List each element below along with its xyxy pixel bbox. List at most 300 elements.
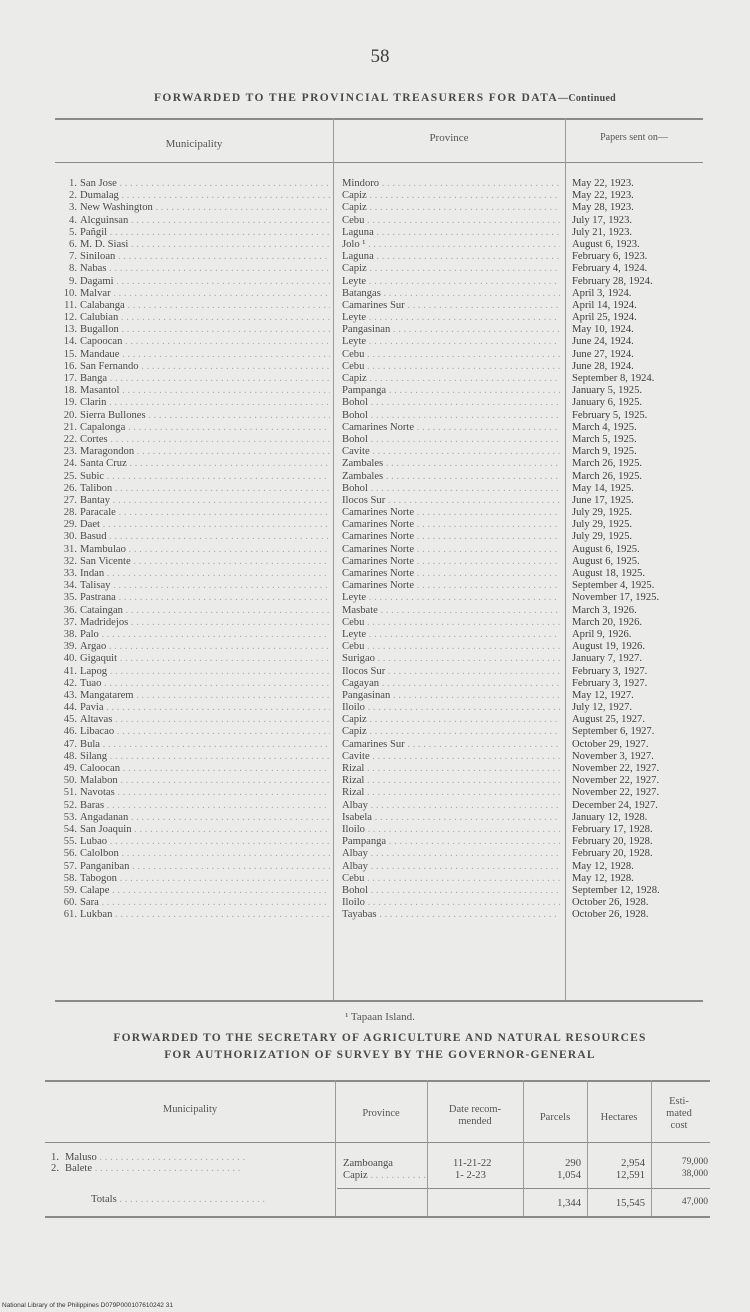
date-cell: May 12, 1928. bbox=[572, 860, 634, 872]
date-cell: September 6, 1927. bbox=[572, 726, 655, 738]
row-number: 52. bbox=[63, 799, 77, 811]
municipality-cell: Tuao . . . bbox=[80, 678, 330, 690]
date-cell: September 4, 1925. bbox=[572, 580, 655, 592]
survey-authorization-table bbox=[45, 1080, 710, 1220]
municipality-cell: Sierra Bullones . . . bbox=[80, 410, 330, 422]
municipality-cell: Masantol . . . bbox=[80, 385, 330, 397]
municipality-cell: San Joaquin . . . bbox=[80, 824, 330, 836]
province-cell: Camarines Norte . . . bbox=[342, 422, 560, 434]
row-number: 12. bbox=[63, 312, 77, 324]
province-cell: Pampanga . . . bbox=[342, 385, 560, 397]
municipality-cell: Maluso . . . bbox=[65, 1152, 327, 1164]
municipality-cell: New Washington . . . bbox=[80, 202, 330, 214]
municipality-cell: Subic . . . bbox=[80, 471, 330, 483]
municipality-cell: Daet . . . bbox=[80, 519, 330, 531]
table-row bbox=[55, 739, 703, 751]
row-number: 60. bbox=[63, 897, 77, 909]
municipality-cell: Mambulao . . . bbox=[80, 544, 330, 556]
date-cell: July 17, 1923. bbox=[572, 214, 633, 226]
row-number: 51. bbox=[63, 787, 77, 799]
hectares-cell: 2,954 bbox=[621, 1158, 645, 1169]
column-header-papers-sent: Papers sent on— bbox=[600, 132, 668, 143]
table-row bbox=[55, 666, 703, 678]
section1-heading bbox=[60, 92, 710, 104]
province-cell: Pangasinan . . . bbox=[342, 324, 560, 336]
date-cell: August 25, 1927. bbox=[572, 714, 645, 726]
column-header-estimated-cost: Esti- mated cost bbox=[666, 1096, 692, 1131]
date-cell: August 18, 1925. bbox=[572, 568, 645, 579]
row-number: 40. bbox=[63, 653, 77, 665]
date-cell: June 24, 1924. bbox=[572, 336, 634, 348]
date-cell: November 3, 1927. bbox=[572, 750, 654, 762]
table-row bbox=[55, 714, 703, 726]
date-cell: October 26, 1928. bbox=[572, 897, 649, 909]
row-number: 28. bbox=[63, 507, 77, 519]
table-row bbox=[55, 751, 703, 763]
municipality-cell: Altavas . . . bbox=[80, 714, 330, 726]
province-cell: Albay . . . bbox=[342, 848, 560, 860]
row-number: 10. bbox=[63, 287, 77, 299]
row-number: 31. bbox=[63, 543, 77, 555]
date-cell: May 14, 1925. bbox=[572, 482, 634, 494]
date-cell: July 29, 1925. bbox=[572, 519, 633, 531]
row-number: 35. bbox=[63, 592, 77, 604]
row-number: 32. bbox=[63, 555, 77, 567]
row-number: 41. bbox=[63, 665, 77, 677]
row-number: 56. bbox=[63, 848, 77, 860]
table-row bbox=[55, 385, 703, 397]
province-cell: Bohol . . . bbox=[342, 483, 560, 495]
province-cell: Cagayan . . . bbox=[342, 678, 560, 690]
province-cell: Camarines Norte . . . bbox=[342, 519, 560, 531]
column-header-municipality: Municipality bbox=[162, 1104, 218, 1115]
municipality-cell: Nabas . . . bbox=[80, 263, 330, 275]
row-number: 55. bbox=[63, 836, 77, 848]
municipality-cell: San Vicente . . . bbox=[80, 556, 330, 568]
date-cell: May 22, 1923. bbox=[572, 190, 634, 202]
province-cell: Camarines Sur . . . bbox=[342, 739, 560, 751]
province-cell: Iloilo . . . bbox=[342, 824, 560, 836]
row-number: 61. bbox=[63, 909, 77, 921]
table-row bbox=[55, 495, 703, 507]
date-cell: February 3, 1927. bbox=[572, 677, 648, 689]
table-row bbox=[55, 629, 703, 641]
municipality-cell: Libacao . . . bbox=[80, 726, 330, 738]
row-number: 1. bbox=[51, 1152, 59, 1163]
municipality-cell: Banga . . . bbox=[80, 373, 330, 385]
column-header-province: Province bbox=[429, 132, 469, 144]
table-row bbox=[55, 787, 703, 799]
row-number: 18. bbox=[63, 385, 77, 397]
municipality-cell: Capoocan . . . bbox=[80, 336, 330, 348]
row-number: 14. bbox=[63, 336, 77, 348]
table-row bbox=[55, 434, 703, 446]
province-cell: Cebu . . . bbox=[342, 361, 560, 373]
municipality-cell: Argao . . . bbox=[80, 641, 330, 653]
province-cell: Camarines Norte . . . bbox=[342, 531, 560, 543]
municipality-cell: Dumalag . . . bbox=[80, 190, 330, 202]
municipality-cell: Angadanan . . . bbox=[80, 812, 330, 824]
table-row bbox=[55, 531, 703, 543]
row-number: 8. bbox=[69, 263, 77, 275]
table-row bbox=[55, 507, 703, 519]
table-row bbox=[55, 336, 703, 348]
table-row bbox=[55, 641, 703, 653]
table-row bbox=[55, 775, 703, 787]
row-number: 6. bbox=[69, 238, 77, 250]
municipality-cell: Talibon . . . bbox=[80, 483, 330, 495]
province-cell: Iloilo . . . bbox=[342, 702, 560, 714]
province-cell: Cavite . . . bbox=[342, 446, 560, 458]
date-cell: February 20, 1928. bbox=[572, 836, 653, 848]
province-cell: Capiz . . . bbox=[342, 726, 560, 738]
municipality-cell: Paracale . . . bbox=[80, 507, 330, 519]
date-cell: February 4, 1924. bbox=[572, 263, 648, 275]
library-catalog-note: National Library of the Philippines D079P000107610242 31 bbox=[2, 1302, 173, 1309]
table-row bbox=[55, 519, 703, 531]
municipality-cell: Pañgil . . . bbox=[80, 227, 330, 239]
municipality-cell: Siniloan . . . bbox=[80, 251, 330, 263]
date-cell: March 26, 1925. bbox=[572, 470, 643, 482]
province-cell: Camarines Sur . . . bbox=[342, 300, 560, 312]
province-cell: Leyte . . . bbox=[342, 276, 560, 288]
date-cell: June 17, 1925. bbox=[572, 494, 634, 506]
date-cell: November 22, 1927. bbox=[572, 787, 660, 799]
row-number: 37. bbox=[63, 616, 77, 628]
date-cell: May 22, 1923. bbox=[572, 178, 634, 189]
province-cell: Cebu . . . bbox=[342, 873, 560, 885]
table-row bbox=[55, 653, 703, 665]
date-cell: February 20, 1928. bbox=[572, 848, 653, 860]
province-cell: Camarines Norte . . . bbox=[342, 544, 560, 556]
row-number: 21. bbox=[63, 421, 77, 433]
province-cell: Albay . . . bbox=[342, 861, 560, 873]
row-number: 24. bbox=[63, 458, 77, 470]
date-cell: October 29, 1927. bbox=[572, 738, 649, 750]
date-cell: April 25, 1924. bbox=[572, 312, 637, 324]
table-row bbox=[55, 861, 703, 873]
municipality-cell: Santa Cruz . . . bbox=[80, 458, 330, 470]
table-row bbox=[55, 373, 703, 385]
row-number: 46. bbox=[63, 726, 77, 738]
footnote: ¹ Tapaan Island. bbox=[345, 1011, 415, 1023]
row-number: 27. bbox=[63, 494, 77, 506]
row-number: 58. bbox=[63, 872, 77, 884]
row-number: 50. bbox=[63, 775, 77, 787]
date-cell: July 21, 1923. bbox=[572, 226, 633, 238]
table-row bbox=[55, 605, 703, 617]
totals-label: Totals . . . bbox=[91, 1194, 327, 1206]
row-number: 39. bbox=[63, 641, 77, 653]
province-cell: Cebu . . . bbox=[342, 349, 560, 361]
table-row bbox=[55, 263, 703, 275]
municipality-cell: Sara . . . bbox=[80, 897, 330, 909]
table-row bbox=[55, 324, 703, 336]
municipality-cell: San Fernando . . . bbox=[80, 361, 330, 373]
row-number: 48. bbox=[63, 750, 77, 762]
table-row bbox=[55, 276, 703, 288]
date-cell: June 27, 1924. bbox=[572, 348, 634, 360]
row-number: 59. bbox=[63, 884, 77, 896]
table-row bbox=[55, 885, 703, 897]
date-cell: March 26, 1925. bbox=[572, 458, 643, 470]
date-cell: July 12, 1927. bbox=[572, 702, 633, 714]
province-cell: Camarines Norte . . . bbox=[342, 568, 560, 580]
table-row bbox=[55, 239, 703, 251]
row-number: 1. bbox=[69, 178, 77, 189]
date-cell: April 3, 1924. bbox=[572, 287, 632, 299]
row-number: 53. bbox=[63, 811, 77, 823]
province-cell: Mindoro . . . bbox=[342, 178, 560, 190]
table-row bbox=[55, 617, 703, 629]
province-cell: Capiz . . . bbox=[342, 190, 560, 202]
municipality-cell: Silang . . . bbox=[80, 751, 330, 763]
table-row bbox=[55, 202, 703, 214]
section2-heading bbox=[40, 1030, 720, 1064]
papers-sent-table bbox=[55, 118, 703, 1002]
row-number: 17. bbox=[63, 373, 77, 384]
table-row bbox=[55, 763, 703, 775]
municipality-cell: Balete . . . bbox=[65, 1163, 327, 1175]
date-cell: 1- 2-23 bbox=[455, 1170, 486, 1181]
municipality-cell: Palo . . . bbox=[80, 629, 330, 641]
table-row bbox=[55, 397, 703, 409]
column-header-province: Province bbox=[362, 1108, 400, 1119]
municipality-cell: Tabogon . . . bbox=[80, 873, 330, 885]
province-cell: Rizal . . . bbox=[342, 787, 560, 799]
table-row bbox=[55, 800, 703, 812]
table-row bbox=[55, 251, 703, 263]
row-number: 25. bbox=[63, 470, 77, 482]
province-cell: Bohol . . . bbox=[342, 434, 560, 446]
date-cell: June 28, 1924. bbox=[572, 360, 634, 372]
date-cell: November 22, 1927. bbox=[572, 775, 660, 787]
row-number: 16. bbox=[63, 360, 77, 372]
row-number: 5. bbox=[69, 226, 77, 238]
municipality-cell: Baras . . . bbox=[80, 800, 330, 812]
date-cell: May 12, 1927. bbox=[572, 689, 634, 701]
table-row bbox=[55, 873, 703, 885]
table-row bbox=[55, 312, 703, 324]
province-cell: Cavite . . . bbox=[342, 751, 560, 763]
date-cell: January 5, 1925. bbox=[572, 385, 643, 397]
municipality-cell: Navotas . . . bbox=[80, 787, 330, 799]
table-row bbox=[55, 483, 703, 495]
municipality-cell: Capalonga . . . bbox=[80, 422, 330, 434]
province-cell: Albay . . . bbox=[342, 800, 560, 812]
municipality-cell: Cortes . . . bbox=[80, 434, 330, 446]
table-row bbox=[55, 690, 703, 702]
date-cell: May 28, 1923. bbox=[572, 202, 634, 214]
province-cell: Laguna . . . bbox=[342, 251, 560, 263]
municipality-cell: Lukban . . . bbox=[80, 909, 330, 921]
municipality-cell: Mangatarem . . . bbox=[80, 690, 330, 702]
province-cell: Bohol . . . bbox=[342, 410, 560, 422]
table-row bbox=[55, 544, 703, 556]
municipality-cell: Cataingan . . . bbox=[80, 605, 330, 617]
table-row bbox=[55, 678, 703, 690]
table-row bbox=[55, 909, 703, 921]
date-cell: January 7, 1927. bbox=[572, 653, 643, 665]
municipality-cell: Calape . . . bbox=[80, 885, 330, 897]
municipality-cell: Panganiban . . . bbox=[80, 861, 330, 873]
row-number: 42. bbox=[63, 677, 77, 689]
table-row bbox=[55, 556, 703, 568]
row-number: 54. bbox=[63, 823, 77, 835]
section1-heading-text: FORWARDED TO THE PROVINCIAL TREASURERS FOR DATA bbox=[153, 92, 559, 104]
column-divider bbox=[335, 1080, 336, 1216]
row-number: 20. bbox=[63, 409, 77, 421]
table-bottom-rule bbox=[45, 1216, 710, 1218]
municipality-cell: Bula . . . bbox=[80, 739, 330, 751]
totals-hectares: 15,545 bbox=[615, 1198, 645, 1209]
row-number: 43. bbox=[63, 689, 77, 701]
row-number: 29. bbox=[63, 519, 77, 531]
row-number: 4. bbox=[69, 214, 77, 226]
date-cell: February 17, 1928. bbox=[572, 823, 653, 835]
table-row bbox=[55, 361, 703, 373]
province-cell: Capiz . . . bbox=[342, 263, 560, 275]
date-cell: February 3, 1927. bbox=[572, 665, 648, 677]
row-number: 47. bbox=[63, 738, 77, 750]
province-cell: Masbate . . . bbox=[342, 605, 560, 617]
row-number: 26. bbox=[63, 482, 77, 494]
province-cell: Bohol . . . bbox=[342, 885, 560, 897]
province-cell: Cebu . . . bbox=[342, 215, 560, 227]
cost-cell: 79,000 bbox=[681, 1157, 708, 1167]
municipality-cell: Lapog . . . bbox=[80, 666, 330, 678]
date-cell: January 12, 1928. bbox=[572, 811, 648, 823]
date-cell: February 28, 1924. bbox=[572, 275, 653, 287]
table-row bbox=[55, 190, 703, 202]
municipality-cell: M. D. Siasi . . . bbox=[80, 239, 330, 251]
province-cell: Bohol . . . bbox=[342, 397, 560, 409]
municipality-cell: Malvar . . . bbox=[80, 288, 330, 300]
table-row bbox=[55, 410, 703, 422]
row-number: 30. bbox=[63, 531, 77, 543]
table-row bbox=[55, 812, 703, 824]
province-cell: Tayabas . . . bbox=[342, 909, 560, 921]
province-cell: Camarines Norte . . . bbox=[342, 507, 560, 519]
date-cell: November 22, 1927. bbox=[572, 763, 660, 774]
table-top-rule bbox=[45, 1080, 710, 1082]
row-number: 22. bbox=[63, 433, 77, 445]
province-cell: Rizal . . . bbox=[342, 763, 560, 775]
column-header-date-recommended: Date recom- mended bbox=[448, 1104, 502, 1127]
municipality-cell: Basud . . . bbox=[80, 531, 330, 543]
table-row bbox=[55, 580, 703, 592]
municipality-cell: Mandaue . . . bbox=[80, 349, 330, 361]
parcels-cell: 1,054 bbox=[557, 1170, 581, 1181]
municipality-cell: Calubian . . . bbox=[80, 312, 330, 324]
table-row bbox=[55, 824, 703, 836]
table-row bbox=[55, 300, 703, 312]
province-cell: Pampanga . . . bbox=[342, 836, 560, 848]
column-divider bbox=[587, 1080, 588, 1216]
date-cell: August 19, 1926. bbox=[572, 641, 645, 653]
row-number: 19. bbox=[63, 397, 77, 409]
table-row bbox=[55, 349, 703, 361]
province-cell: Jolo ¹ . . . bbox=[342, 239, 560, 251]
province-cell: Zamboanga bbox=[343, 1158, 394, 1169]
municipality-cell: Madridejos . . . bbox=[80, 617, 330, 629]
section1-heading-suffix: —Continued bbox=[558, 93, 617, 104]
province-cell: Ilocos Sur . . . bbox=[342, 666, 560, 678]
column-header-hectares: Hectares bbox=[600, 1112, 638, 1123]
totals-cost: 47,000 bbox=[681, 1197, 708, 1207]
date-cell: July 29, 1925. bbox=[572, 531, 633, 543]
table-row bbox=[55, 568, 703, 580]
parcels-cell: 290 bbox=[565, 1158, 581, 1169]
province-cell: Leyte . . . bbox=[342, 312, 560, 324]
date-cell: January 6, 1925. bbox=[572, 397, 643, 409]
page-number: 58 bbox=[370, 46, 390, 67]
column-divider bbox=[523, 1080, 524, 1216]
section2-heading-line2: FOR AUTHORIZATION OF SURVEY BY THE GOVERNOR-GENERAL bbox=[164, 1049, 596, 1061]
row-number: 57. bbox=[63, 860, 77, 872]
table-bottom-rule bbox=[55, 1000, 703, 1002]
table-row bbox=[55, 215, 703, 227]
province-cell: Capiz . . . bbox=[342, 714, 560, 726]
row-number: 15. bbox=[63, 348, 77, 360]
table-row bbox=[55, 458, 703, 470]
municipality-cell: Gigaquit . . . bbox=[80, 653, 330, 665]
municipality-cell: Bantay . . . bbox=[80, 495, 330, 507]
province-cell: Iloilo . . . bbox=[342, 897, 560, 909]
date-cell: August 6, 1925. bbox=[572, 543, 640, 555]
row-number: 2. bbox=[51, 1163, 59, 1174]
row-number: 44. bbox=[63, 702, 77, 714]
date-cell: March 5, 1925. bbox=[572, 433, 637, 445]
table-row bbox=[55, 422, 703, 434]
date-cell: March 4, 1925. bbox=[572, 421, 637, 433]
table-row bbox=[55, 471, 703, 483]
municipality-cell: Talisay . . . bbox=[80, 580, 330, 592]
table-top-rule bbox=[55, 118, 703, 120]
hectares-cell: 12,591 bbox=[615, 1170, 645, 1181]
totals-parcels: 1,344 bbox=[557, 1198, 581, 1209]
table-row bbox=[55, 702, 703, 714]
column-header-municipality: Municipality bbox=[165, 138, 223, 150]
province-cell: Ilocos Sur . . . bbox=[342, 495, 560, 507]
province-cell: Cebu . . . bbox=[342, 641, 560, 653]
date-cell: March 3, 1926. bbox=[572, 604, 637, 616]
table-row bbox=[55, 446, 703, 458]
row-number: 36. bbox=[63, 604, 77, 616]
date-cell: February 5, 1925. bbox=[572, 409, 648, 421]
date-cell: May 10, 1924. bbox=[572, 324, 634, 336]
date-cell: October 26, 1928. bbox=[572, 909, 649, 921]
section2-heading-line1: FORWARDED TO THE SECRETARY OF AGRICULTURE AND NATURAL RESOURCES bbox=[113, 1032, 647, 1044]
municipality-cell: Lubao . . . bbox=[80, 836, 330, 848]
province-cell: Isabela . . . bbox=[342, 812, 560, 824]
date-cell: November 17, 1925. bbox=[572, 592, 660, 604]
row-number: 3. bbox=[69, 202, 77, 214]
municipality-cell: San Jose . . . bbox=[80, 178, 330, 190]
date-cell: 11-21-22 bbox=[453, 1158, 492, 1169]
row-number: 11. bbox=[64, 299, 77, 311]
municipality-cell: Caloocan . . . bbox=[80, 763, 330, 775]
table-header-rule bbox=[45, 1142, 710, 1143]
column-header-parcels: Parcels bbox=[539, 1112, 571, 1123]
table-body bbox=[55, 178, 703, 921]
table-header-rule bbox=[55, 162, 703, 163]
province-cell: Camarines Norte . . . bbox=[342, 580, 560, 592]
province-cell: Pangasinan . . . bbox=[342, 690, 560, 702]
province-cell: Surigao . . . bbox=[342, 653, 560, 665]
column-divider bbox=[427, 1080, 428, 1216]
table-row bbox=[55, 726, 703, 738]
